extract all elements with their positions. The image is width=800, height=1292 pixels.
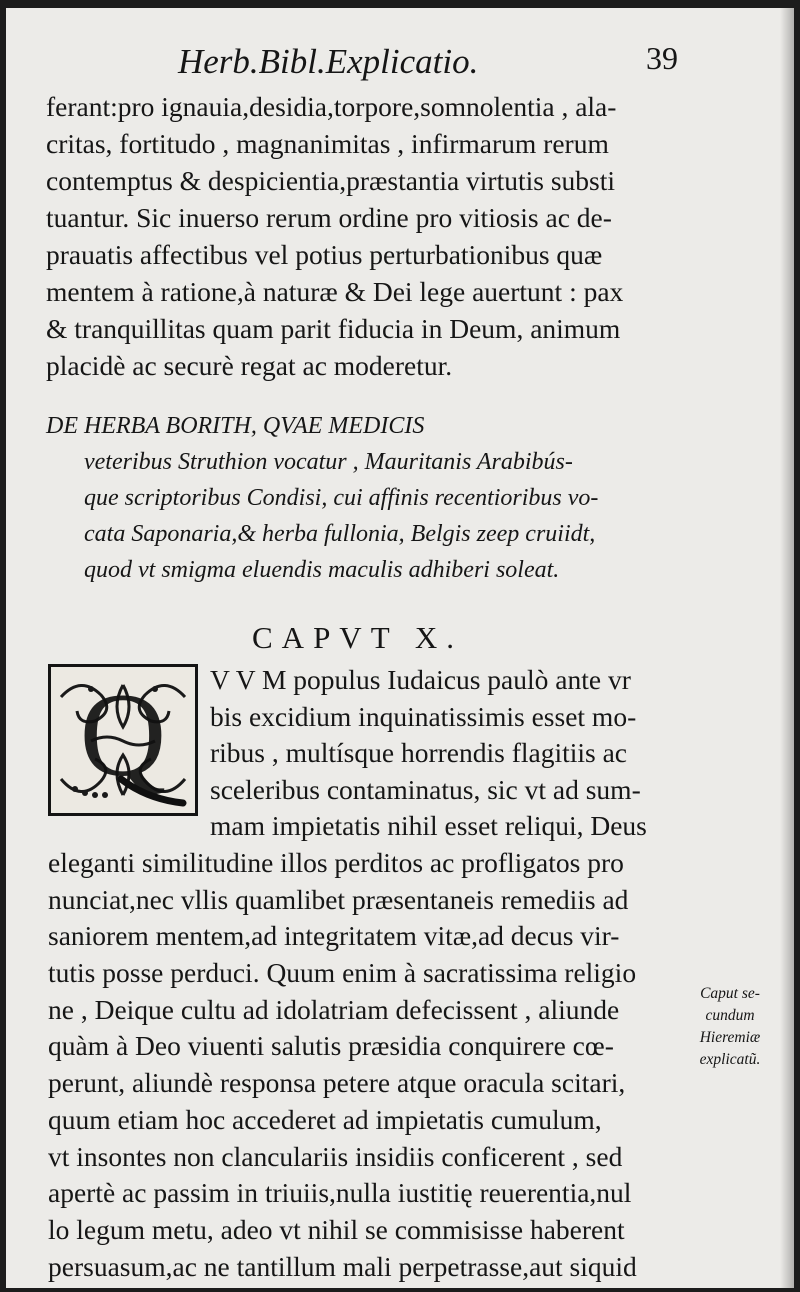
text-line: placidè ac securè regat ac moderetur.: [46, 350, 453, 381]
text-line: ferant:pro ignauia,desidia,torpore,somnolentia , ala-: [46, 91, 617, 122]
svg-text:Q: Q: [79, 668, 167, 801]
page-header: [6, 38, 794, 88]
text-line: apertè ac passim in triuiis,nulla iustitię reuerentia,nul: [48, 1177, 632, 1209]
book-page: [6, 8, 794, 1288]
margin-note-line: cundum: [705, 1007, 755, 1024]
section-rubric: [46, 408, 598, 588]
text-line: mam impietatis nihil esset reliqui, Deus: [210, 810, 647, 841]
text-line: V V M populus Iudaicus paulò ante vr: [210, 664, 631, 695]
text-line: saniorem mentem,ad integritatem vitæ,ad decus vir-: [48, 920, 620, 952]
text-line: perunt, aliundè responsa petere atque oracula scitari,: [48, 1067, 626, 1099]
text-line: nunciat,nec vllis quamlibet præsentaneis remediis ad: [48, 883, 629, 915]
chapter-heading: CAPVT X.: [252, 620, 463, 655]
decorated-initial-q: [48, 664, 198, 816]
text-line: mentem à ratione,à naturæ & Dei lege auertunt : pax: [46, 276, 624, 307]
text-line: & tranquillitas quam parit fiducia in Deum, animum: [46, 313, 621, 344]
rubric-line: quod vt smigma eluendis maculis adhiberi soleat.: [84, 557, 560, 583]
text-line: bis excidium inquinatissimis esset mo-: [210, 700, 637, 732]
running-head: Herb.Bibl.Explicatio.: [178, 42, 479, 81]
margin-note-line: Caput se-: [700, 985, 760, 1002]
rubric-line: veteribus Struthion vocatur , Mauritanis Arabibús-: [84, 449, 573, 475]
text-line: vt insontes non clanculariis insidiis conficerent , sed: [48, 1140, 623, 1172]
page-edge-shadow: [780, 8, 794, 1288]
rubric-line: cata Saponaria,& herba fullonia, Belgis zeep cruiidt,: [84, 521, 596, 547]
rubric-title-line: DE HERBA BORITH, QVAE MEDICIS: [46, 413, 425, 439]
text-line: tutis posse perduci. Quum enim à sacratissima religio: [48, 957, 637, 989]
margin-note-line: explicatũ.: [699, 1051, 761, 1068]
rubric-line: que scriptoribus Condisi, cui affinis recentioribus vo-: [84, 485, 599, 511]
paragraph-1: [46, 88, 623, 384]
text-line: critas, fortitudo , magnanimitas , infirmarum rerum: [46, 128, 609, 159]
text-line: ne , Deique cultu ad idolatriam defecissent , aliunde: [48, 993, 620, 1025]
text-line: eleganti similitudine illos perditos ac profligatos pro: [48, 847, 624, 878]
text-line: tuantur. Sic inuerso rerum ordine pro vitiosis ac de-: [46, 202, 612, 233]
text-line: persuasum,ac ne tantillum mali perpetrasse,aut siquid: [48, 1250, 637, 1282]
page-number: 39: [646, 40, 678, 76]
text-line: quàm à Deo viuenti salutis præsidia conquirere cœ-: [48, 1030, 614, 1062]
text-line: lo legum metu, adeo vt nihil se commisisse haberent: [48, 1213, 625, 1245]
paragraph-2: [48, 845, 637, 1285]
text-line: ribus , multísque horrendis flagitiis ac: [210, 737, 628, 768]
text-line: sceleribus contaminatus, sic vt ad sum-: [210, 773, 641, 805]
text-line: quum etiam hoc accederet ad impietatis cumulum,: [48, 1103, 602, 1135]
ornament-icon: [51, 667, 195, 813]
margin-note: [682, 983, 778, 1071]
text-line: contemptus & despicientia,præstantia virtutis substi: [46, 165, 616, 196]
paragraph-2-wrapped: [210, 662, 647, 845]
text-line: prauatis affectibus vel potius perturbationibus quæ: [46, 239, 603, 270]
margin-note-line: Hieremiæ: [699, 1029, 761, 1046]
